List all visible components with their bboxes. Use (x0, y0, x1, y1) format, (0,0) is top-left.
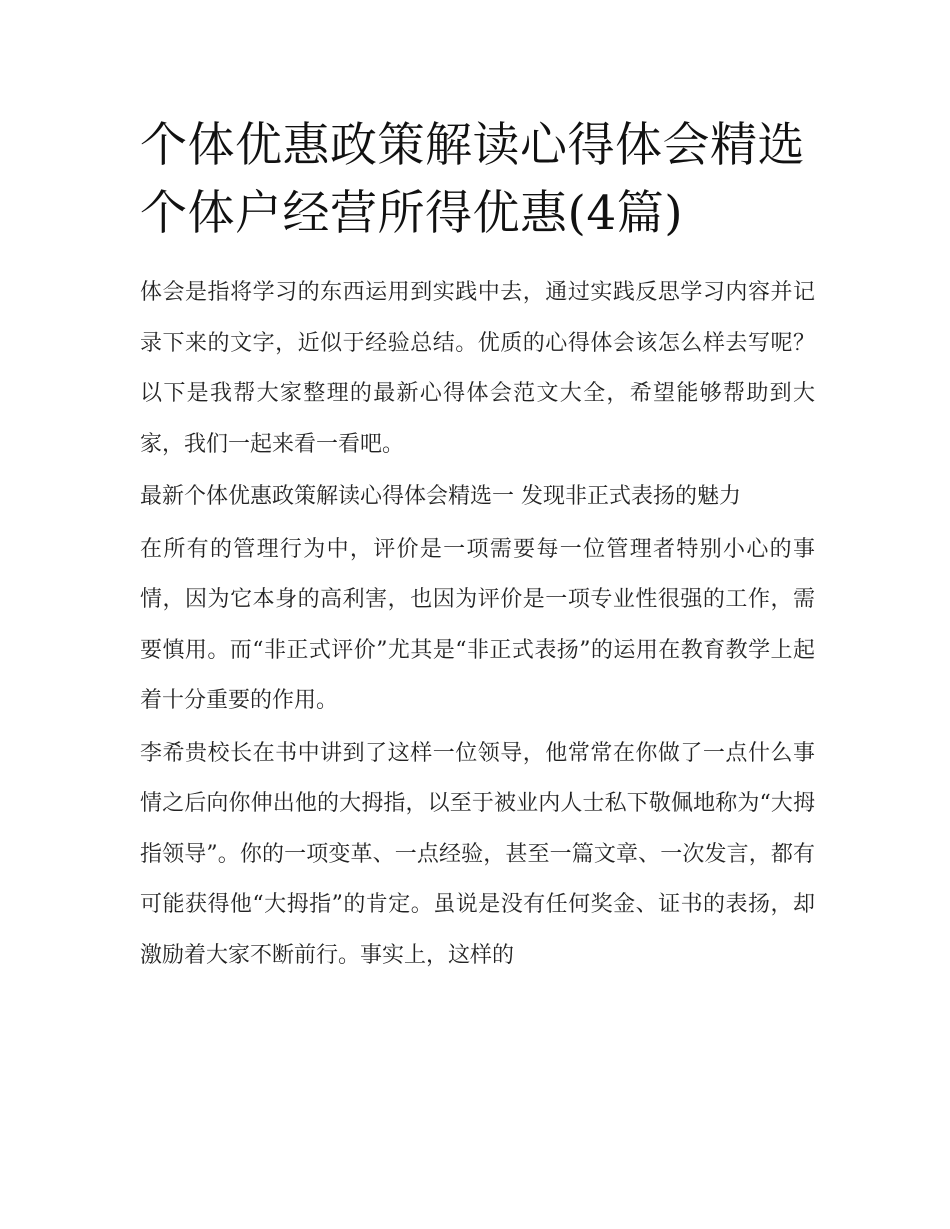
section-heading: 最新个体优惠政策解读心得体会精选一 发现非正式表扬的魅力 (140, 484, 741, 509)
document-title: 个体优惠政策解读心得体会精选 个体户经营所得优惠(4篇) (140, 118, 805, 241)
document-page (140, 112, 815, 983)
intro-paragraph: 体会是指将学习的东西运用到实践中去，通过实践反思学习内容并记录下来的文字，近似于经验总结。优质的心得体会该怎么样去写呢？以下是我帮大家整理的最新心得体会范文大全，希望能够帮助到大家，我们一起来看一看吧。 (140, 280, 815, 457)
body-paragraph: 在所有的管理行为中，评价是一项需要每一位管理者特别小心的事情，因为它本身的高利害，也因为评价是一项专业性很强的工作，需要慎用。而“非正式评价”尤其是“非正式表扬”的运用在教育教学上起着十分重要的作用。 (140, 536, 815, 713)
body-paragraph: 李希贵校长在书中讲到了这样一位领导，他常常在你做了一点什么事情之后向你伸出他的大拇指，以至于被业内人士私下敬佩地称为“大拇指领导”。你的一项变革、一点经验，甚至一篇文章、一次发言，都有可能获得他“大拇指”的肯定。虽说是没有任何奖金、证书的表扬，却激励着大家不断前行。事实上，这样的 (140, 740, 815, 968)
